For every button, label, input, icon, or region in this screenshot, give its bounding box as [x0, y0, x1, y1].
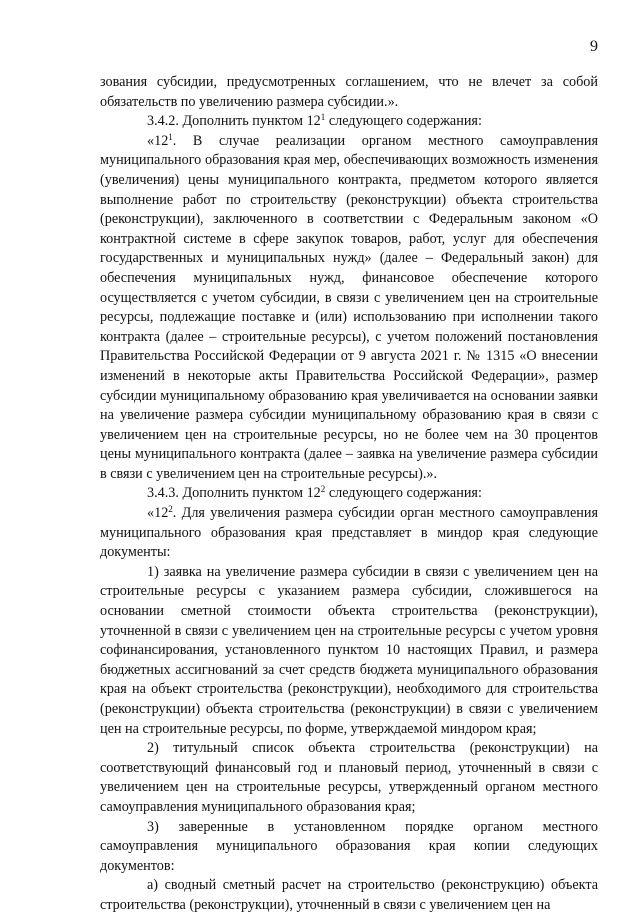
paragraph — [100, 504, 598, 563]
paragraph-text: «12 — [147, 505, 169, 522]
paragraph-text: следующего содержания: — [325, 113, 482, 130]
paragraph — [100, 73, 598, 112]
paragraph — [100, 563, 598, 739]
paragraph-text: «12 — [147, 132, 169, 149]
paragraph — [100, 484, 598, 504]
paragraph — [100, 818, 598, 877]
paragraph — [100, 876, 598, 915]
superscript: 1 — [320, 112, 326, 123]
paragraph-text: следующего содержания: — [325, 485, 482, 502]
paragraph — [100, 112, 598, 132]
superscript: 1 — [168, 131, 173, 142]
superscript: 2 — [320, 484, 326, 495]
paragraph-text: а) сводный сметный расчет на строительство (реконструкцию) объекта строительства (реконструкции), уточненный в связи с увеличением цен на — [100, 877, 598, 913]
page-number: 9 — [590, 38, 598, 55]
paragraph-text: 2) титульный список объекта строительства (реконструкции) на соответствующий финансовый год и плановый период, уточненный в связи с увеличением цен на строительные ресурсы, утвержденный органом местного самоуправления муниципального образования края; — [100, 740, 598, 815]
document-body — [100, 73, 598, 916]
paragraph-text: зования субсидии, предусмотренных соглашением, что не влечет за собой обязательств по увеличению размера субсидии.». — [100, 74, 598, 110]
superscript: 2 — [168, 504, 173, 515]
paragraph-text: 3.4.2. Дополнить пунктом 12 — [147, 113, 321, 130]
paragraph-text: 1) заявка на увеличение размера субсидии в связи с увеличением цен на строительные ресурсы с указанием размера субсидии, сложившегося на основании сметной стоимости объекта строительства (реконструкции), уточненной в связи с увеличением цен на строительные ресурсы с учетом уровня софинансирования, установленного пунктом 10 настоящих Правил, и размера бюджетных ассигнований за счет средств бюджета муниципального образования края на объект строительства (реконструкции), необходимого для строительства (реконструкции) объекта строительства (реконструкции) в связи с увеличением цен на строительные ресурсы, по форме, утверждаемой миндором края; — [100, 563, 598, 737]
paragraph — [100, 132, 598, 485]
paragraph — [100, 739, 598, 817]
paragraph-text: . В случае реализации органом местного самоуправления муниципального образования края мер, обеспечивающих возможность изменения (увеличения) цены муниципального контракта, предметом которого является выполнение работ по строительству (реконструкции) объекта строительства (реконструкции), заключенного в соответствии с Федеральным законом «О контрактной системе в сфере закупок товаров, работ, услуг для обеспечения государственных и муниципальных нужд» (далее – Федеральный закон) для обеспечения муниципальных нужд, финансовое обеспечение которого осуществляется с учетом субсидии, в связи с увеличением цен на строительные ресурсы, подлежащие поставке и (или) использованию при исполнении такого контракта (далее – строительные ресурсы), с учетом положений постановления Правительства Российской Федерации от 9 августа 2021 г. № 1315 «О внесении изменений в некоторые акты Правительства Российской Федерации», размер субсидии муниципальному образованию края увеличивается на основании заявки на увеличение размера субсидии муниципальному образованию края в связи с увеличением цен на строительные ресурсы, но не более чем на 30 процентов цены муниципального контракта (далее – заявка на увеличение размера субсидии в связи с увеличением цен на строительные ресурсы).». — [100, 132, 598, 482]
paragraph-text: 3.4.3. Дополнить пунктом 12 — [147, 485, 321, 502]
paragraph-text: 3) заверенные в установленном порядке органом местного самоуправления муниципального образования края копии следующих документов: — [100, 818, 598, 874]
paragraph-text: . Для увеличения размера субсидии орган местного самоуправления муниципального образования края представляет в миндор края следующие документы: — [100, 505, 598, 561]
